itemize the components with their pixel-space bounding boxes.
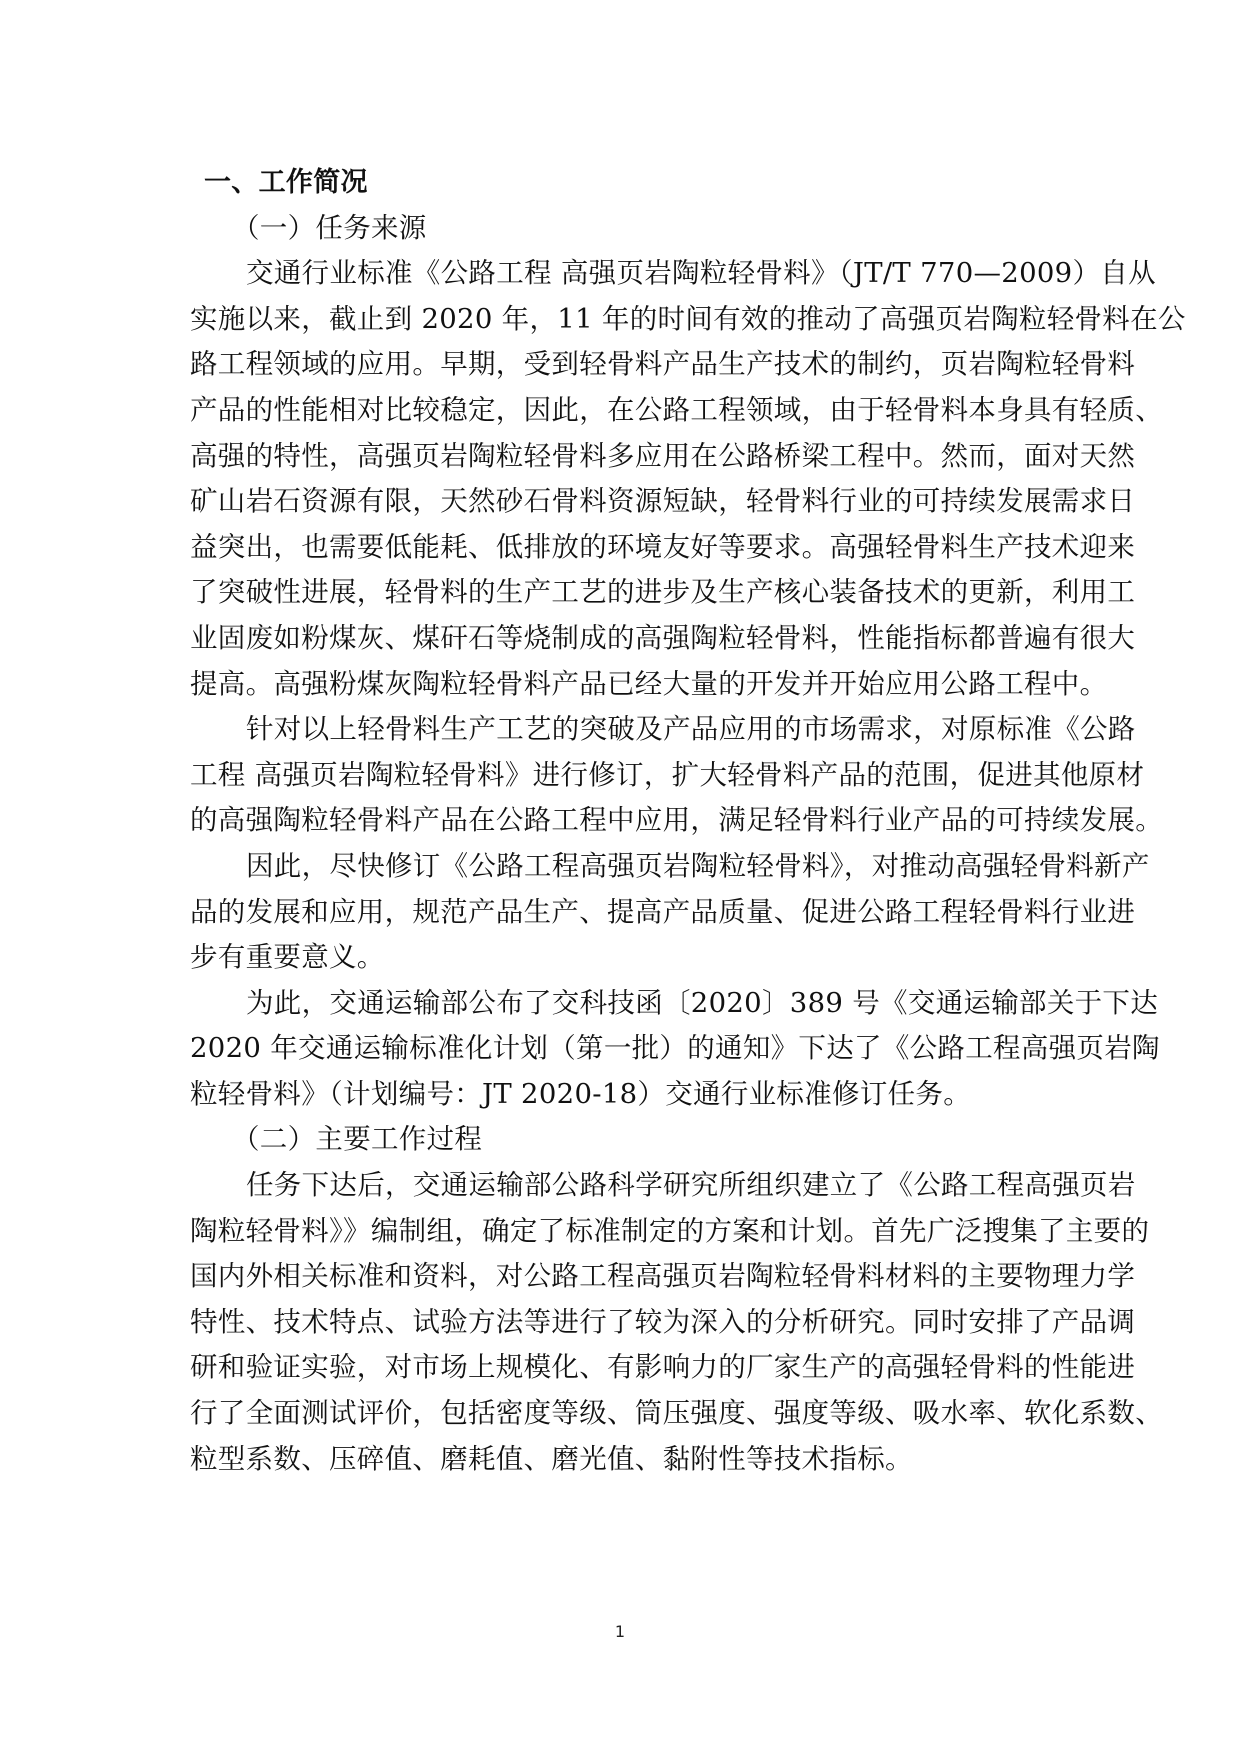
text-line: 针对以上轻骨料生产工艺的突破及产品应用的市场需求，对原标准《公路 <box>246 713 1136 746</box>
text-line: 矿山岩石资源有限，天然砂石骨料资源短缺，轻骨料行业的可持续发展需求日 <box>190 485 1136 518</box>
text-line: 提高。高强粉煤灰陶粒轻骨料产品已经大量的开发并开始应用公路工程中。 <box>190 667 1108 700</box>
text-line: 益突出，也需要低能耗、低排放的环境友好等要求。高强轻骨料生产技术迎来 <box>190 530 1136 563</box>
paragraph-3 <box>190 844 1150 981</box>
text-line: 产品的性能相对比较稳定，因此，在公路工程领域，由于轻骨料本身具有轻质、 <box>190 393 1163 426</box>
text-line: 的高强陶粒轻骨料产品在公路工程中应用，满足轻骨料行业产品的可持续发展。 <box>190 804 1163 837</box>
text-line: 因此，尽快修订《公路工程高强页岩陶粒轻骨料》，对推动高强轻骨料新产 <box>246 849 1150 882</box>
heading-work-overview: 一、工作简况 <box>204 167 368 198</box>
text-line: 交通行业标准《公路工程 高强页岩陶粒轻骨料》（JT/T 770—2009）自从 <box>246 257 1156 290</box>
text-line: 2020 年交通运输标准化计划（第一批）的通知》下达了《公路工程高强页岩陶 <box>190 1032 1160 1065</box>
text-line: 粒轻骨料》（计划编号：JT 2020-18）交通行业标准修订任务。 <box>190 1077 972 1110</box>
text-line: 了突破性进展，轻骨料的生产工艺的进步及生产核心装备技术的更新，利用工 <box>190 576 1136 609</box>
text-line: 步有重要意义。 <box>190 941 385 974</box>
text-line: 品的发展和应用，规范产品生产、提高产品质量、促进公路工程轻骨料行业进 <box>190 895 1136 928</box>
paragraph-4 <box>190 981 1160 1118</box>
text-line: 陶粒轻骨料》》编制组，确定了标准制定的方案和计划。首先广泛搜集了主要的 <box>190 1214 1150 1247</box>
text-line: 研和验证实验，对市场上规模化、有影响力的厂家生产的高强轻骨料的性能进 <box>190 1351 1136 1384</box>
text-line: 路工程领域的应用。早期，受到轻骨料产品生产技术的制约，页岩陶粒轻骨料 <box>190 348 1136 381</box>
paragraph-2 <box>190 707 1163 844</box>
subheading-main-work-process: （二）主要工作过程 <box>232 1123 483 1156</box>
text-line: 工程 高强页岩陶粒轻骨料》进行修订，扩大轻骨料产品的范围，促进其他原材 <box>190 758 1145 791</box>
text-line: 任务下达后，交通运输部公路科学研究所组织建立了《公路工程高强页岩 <box>246 1169 1136 1202</box>
text-line: 实施以来，截止到 2020 年，11 年的时间有效的推动了高强页岩陶粒轻骨料在公 <box>190 302 1186 335</box>
text-line: 特性、技术特点、试验方法等进行了较为深入的分析研究。同时安排了产品调 <box>190 1305 1136 1338</box>
text-line: 国内外相关标准和资料，对公路工程高强页岩陶粒轻骨料材料的主要物理力学 <box>190 1260 1136 1293</box>
text-line: 行了全面测试评价，包括密度等级、筒压强度、强度等级、吸水率、软化系数、 <box>190 1397 1163 1430</box>
text-line: 为此，交通运输部公布了交科技函〔2020〕389 号《交通运输部关于下达 <box>246 986 1159 1019</box>
text-line: 粒型系数、压碎值、磨耗值、磨光值、黏附性等技术指标。 <box>190 1442 913 1475</box>
text-line: 业固废如粉煤灰、煤矸石等烧制成的高强陶粒轻骨料，性能指标都普遍有很大 <box>190 621 1136 654</box>
paragraph-1 <box>190 251 1186 707</box>
paragraph-5 <box>190 1163 1163 1482</box>
subheading-task-source: （一）任务来源 <box>232 211 427 244</box>
text-line: 高强的特性，高强页岩陶粒轻骨料多应用在公路桥梁工程中。然而，面对天然 <box>190 439 1136 472</box>
page-content <box>190 160 1186 1482</box>
page-number: 1 <box>614 1622 626 1641</box>
